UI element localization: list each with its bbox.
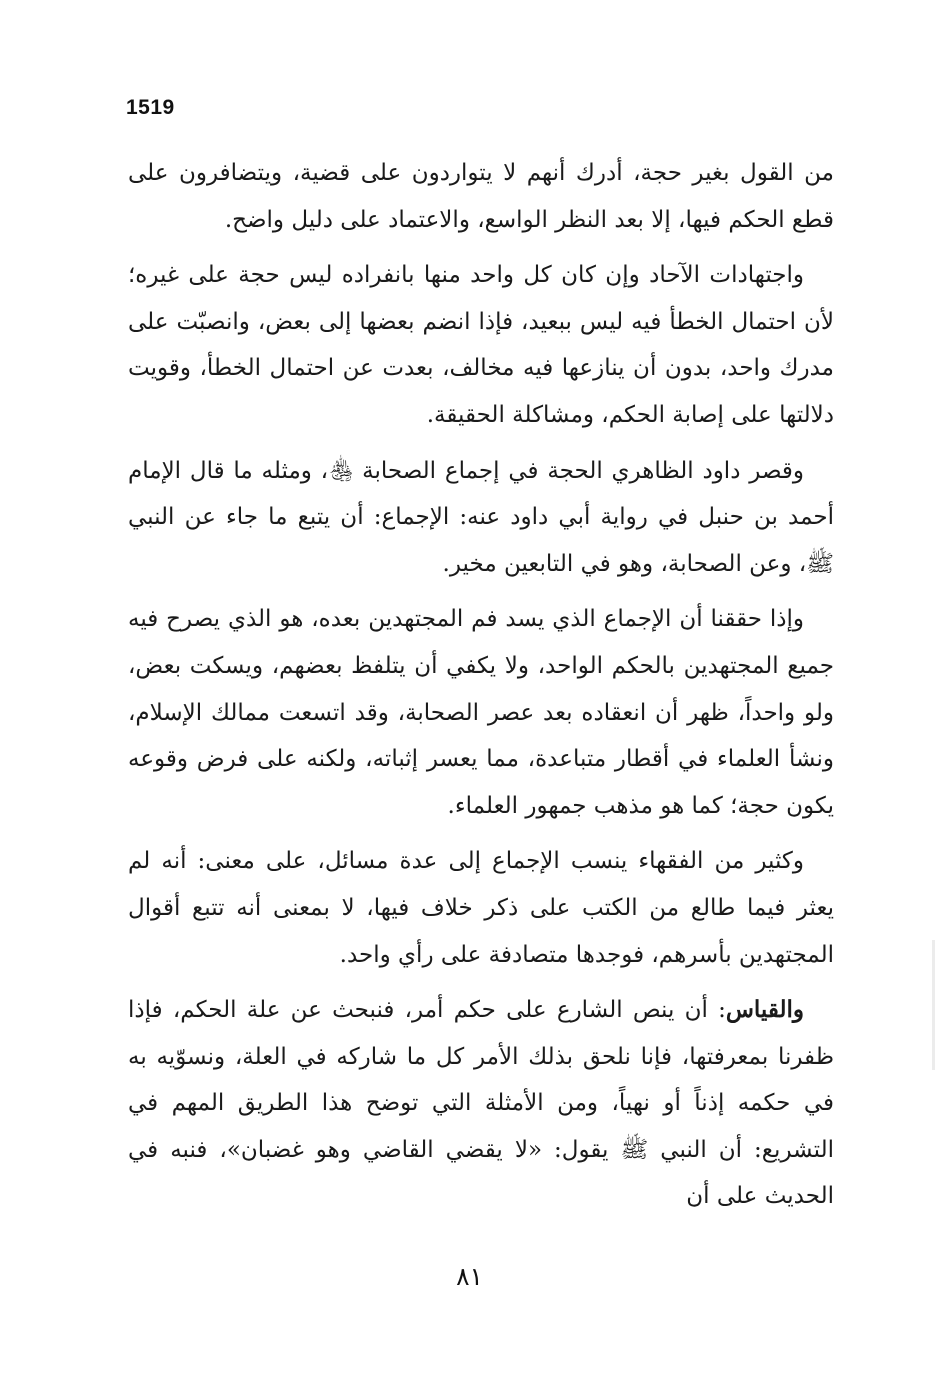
paragraph-6-text: : أن ينص الشارع على حكم أمر، فنبحث عن علة الحكم، فإذا ظفرنا بمعرفتها، فإنا نلحق بذلك الأمر كل ما شاركه في العلة، ونسوّيه به في حكمه إذناً أو نهياً، ومن الأمثلة التي توضح هذا الطريق المهم في التشريع: أن النبي ﷺ يقول: «لا يقضي القاضي وهو غضبان»، فنبه في الحديث على أن	[128, 997, 834, 1210]
scan-edge-shadow	[932, 940, 935, 1070]
paragraph-4: وإذا حققنا أن الإجماع الذي يسد فم المجتهدين بعده، هو الذي يصرح فيه جميع المجتهدين بالحكم الواحد، ولا يكفي أن يتلفظ بعضهم، ويسكت بعض، ولو واحداً، ظهر أن انعقاده بعد عصر الصحابة، وقد اتسعت ممالك الإسلام، ونشأ العلماء في أقطار متباعدة، مما يعسر إثباته، ولكنه على فرض وقوعه يكون حجة؛ كما هو مذهب جمهور العلماء.	[128, 606, 834, 819]
paragraph-2: واجتهادات الآحاد وإن كان كل واحد منها بانفراده ليس حجة على غيره؛ لأن احتمال الخطأ فيه ليس ببعيد، فإذا انضم بعضها إلى بعض، وانصبّت على مدرك واحد، بدون أن ينازعها فيه مخالف، بعدت عن احتمال الخطأ، وقويت دلالتها على إصابة الحكم، ومشاكلة الحقيقة.	[128, 262, 834, 428]
paragraph-1: من القول بغير حجة، أدرك أنهم لا يتواردون على قضية، ويتضافرون على قطع الحكم فيها، إلا بعد النظر الواسع، والاعتماد على دليل واضح.	[128, 160, 834, 233]
paragraph-6	[128, 987, 834, 1220]
paragraph-5: وكثير من الفقهاء ينسب الإجماع إلى عدة مسائل، على معنى: أنه لم يعثر فيما طالع من الكتب على ذكر خلاف فيها، لا بمعنى أنه تتبع أقوال المجتهدين بأسرهم، فوجدها متصادفة على رأي واحد.	[128, 848, 834, 968]
text-body	[128, 150, 834, 1229]
qiyas-term: والقياس	[725, 996, 804, 1024]
page-number-top: 1519	[126, 96, 175, 119]
page-number-bottom: ٨١	[456, 1262, 483, 1291]
paragraph-3: وقصر داود الظاهري الحجة في إجماع الصحابة ﵃، ومثله ما قال الإمام أحمد بن حنبل في رواية أبي داود عنه: الإجماع: أن يتبع ما جاء عن النبي ﷺ، وعن الصحابة، وهو في التابعين مخير.	[128, 457, 834, 577]
